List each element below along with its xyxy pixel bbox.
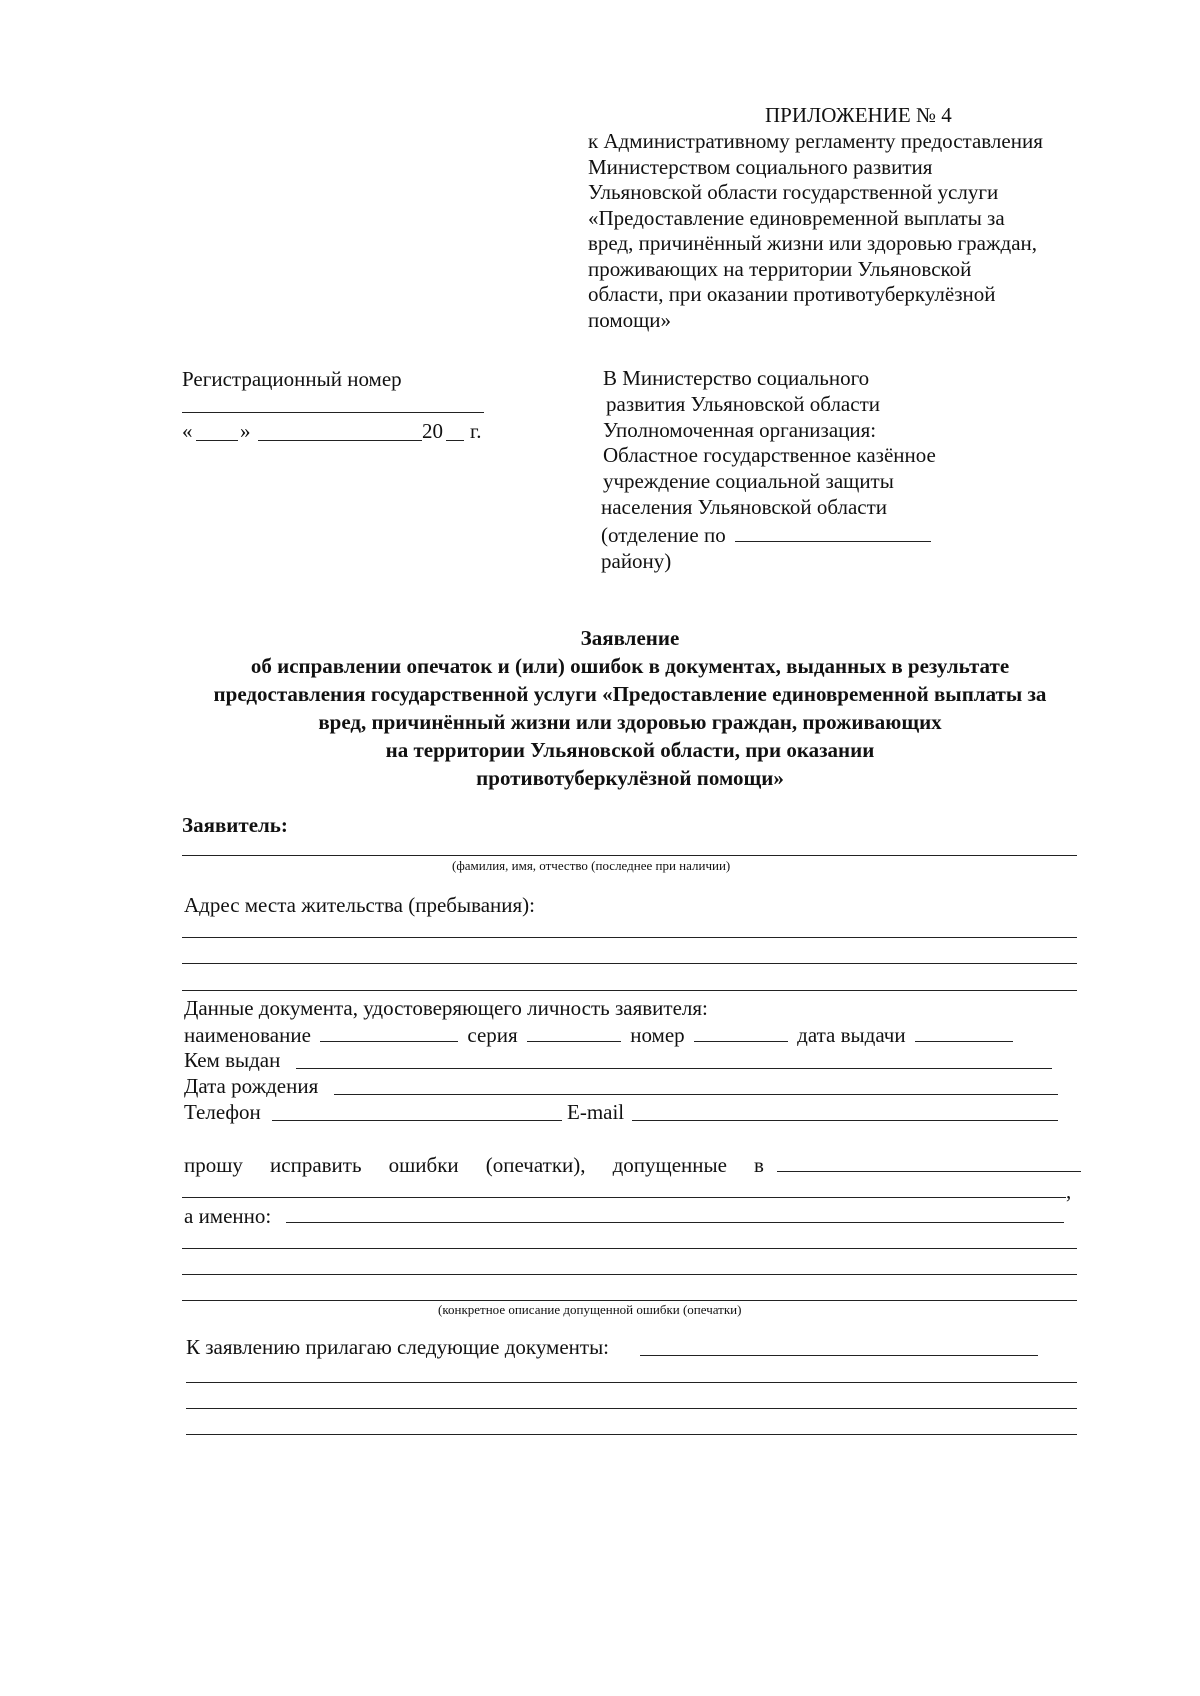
appendix-line: Министерством социального развития: [588, 154, 933, 179]
issued-by-label: Кем выдан: [184, 1048, 281, 1072]
namely-label: а именно:: [184, 1204, 272, 1228]
registration-number-line[interactable]: [182, 412, 484, 413]
addressee-line: развития Ульяновской области: [606, 391, 880, 416]
attachments-label: К заявлению прилагаю следующие документы:: [186, 1335, 610, 1359]
appendix-reference: [588, 129, 1043, 333]
attachments-input-4[interactable]: [186, 1434, 1077, 1435]
phone-input[interactable]: [272, 1120, 562, 1121]
error-description-caption: (конкретное описание допущенной ошибки (опечатки): [438, 1302, 742, 1317]
issued-by-input[interactable]: [296, 1068, 1052, 1069]
addressee-line: В Министерство социального: [603, 366, 870, 390]
request-word: прошу: [184, 1153, 243, 1177]
appendix-line: «Предоставление единовременной выплаты за: [588, 205, 1005, 230]
appendix-line: к Административному регламенту предоставления: [588, 129, 1043, 153]
title-line: предоставления государственной услуги «Предоставление единовременной выплаты за: [213, 682, 1047, 706]
registration-year-prefix: 20: [422, 419, 443, 443]
registration-label: Регистрационный номер: [182, 367, 402, 391]
id-name-label: наименование: [184, 1023, 311, 1047]
addressee-line: Областное государственное казённое: [603, 443, 936, 468]
birth-date-input[interactable]: [334, 1094, 1058, 1095]
id-number-label: номер: [630, 1023, 685, 1047]
title-line: об исправлении опечаток и (или) ошибок в документах, выданных в результате: [250, 654, 1010, 678]
request-word: ошибки: [388, 1153, 459, 1177]
request-word: (опечатки),: [485, 1153, 586, 1177]
id-name-input[interactable]: [320, 1021, 458, 1042]
request-word: исправить: [270, 1153, 362, 1177]
registration-year-line[interactable]: [446, 440, 464, 441]
request-sentence: [184, 1152, 764, 1178]
id-issue-date-label: дата выдачи: [797, 1023, 906, 1047]
registration-day-line[interactable]: [196, 440, 238, 441]
id-series-label: серия: [467, 1023, 518, 1047]
document-title: [190, 624, 1190, 792]
id-issue-date-input[interactable]: [915, 1021, 1013, 1042]
request-word: допущенные: [612, 1153, 727, 1177]
registration-date-close: »: [240, 419, 251, 443]
addressee-line: населения Ульяновской области: [601, 494, 888, 519]
appendix-heading: ПРИЛОЖЕНИЕ № 4: [765, 103, 952, 127]
appendix-line: области, при оказании противотуберкулёзной: [588, 282, 996, 306]
error-description-line-3[interactable]: [182, 1274, 1077, 1275]
birth-date-label: Дата рождения: [184, 1074, 319, 1098]
appendix-line: проживающих на территории Ульяновской: [588, 256, 972, 281]
error-description-line-2[interactable]: [182, 1248, 1077, 1249]
request-document-input-2[interactable]: [182, 1197, 1066, 1198]
address-line-3[interactable]: [182, 990, 1077, 991]
email-input[interactable]: [632, 1120, 1058, 1121]
address-line-1[interactable]: [182, 937, 1077, 938]
appendix-line: Ульяновской области государственной услуги: [588, 180, 999, 204]
addressee-department-label: (отделение по: [601, 522, 726, 547]
title-line: противотуберкулёзной помощи»: [476, 766, 784, 790]
applicant-name-line[interactable]: [182, 855, 1077, 856]
id-document-label: Данные документа, удостоверяющего личность заявителя:: [184, 996, 708, 1020]
registration-month-line[interactable]: [258, 440, 422, 441]
error-description-line-4[interactable]: [182, 1300, 1077, 1301]
addressee-line: району): [601, 548, 672, 573]
title-line: на территории Ульяновской области, при оказании: [385, 738, 875, 762]
attachments-input-1[interactable]: [640, 1355, 1038, 1356]
id-number-input[interactable]: [694, 1021, 788, 1042]
title-line: Заявление: [580, 626, 680, 650]
id-document-row: [184, 1021, 1013, 1048]
address-label: Адрес места жительства (пребывания):: [184, 893, 536, 917]
request-document-input[interactable]: [777, 1171, 1081, 1172]
phone-label: Телефон: [184, 1100, 261, 1124]
addressee-line: учреждение социальной защиты: [603, 469, 894, 494]
registration-date-open: «: [182, 419, 193, 443]
addressee-line: Уполномоченная организация:: [603, 417, 877, 442]
id-series-input[interactable]: [527, 1021, 621, 1042]
addressee-block: [603, 366, 936, 574]
appendix-line: помощи»: [588, 307, 672, 332]
attachments-input-2[interactable]: [186, 1382, 1077, 1383]
addressee-line: [601, 521, 936, 549]
error-description-line-1[interactable]: [286, 1222, 1064, 1223]
applicant-label: Заявитель:: [182, 813, 288, 837]
registration-year-suffix: г.: [470, 419, 482, 443]
request-word: в: [754, 1153, 764, 1177]
appendix-line: вред, причинённый жизни или здоровью граждан,: [588, 231, 1037, 255]
title-line: вред, причинённый жизни или здоровью граждан, проживающих: [318, 710, 942, 734]
email-label: E-mail: [567, 1100, 625, 1124]
address-line-2[interactable]: [182, 963, 1077, 964]
applicant-name-caption: (фамилия, имя, отчество (последнее при наличии): [452, 858, 731, 873]
attachments-input-3[interactable]: [186, 1408, 1077, 1409]
request-comma: ,: [1066, 1179, 1072, 1203]
department-district-line[interactable]: [735, 521, 931, 542]
